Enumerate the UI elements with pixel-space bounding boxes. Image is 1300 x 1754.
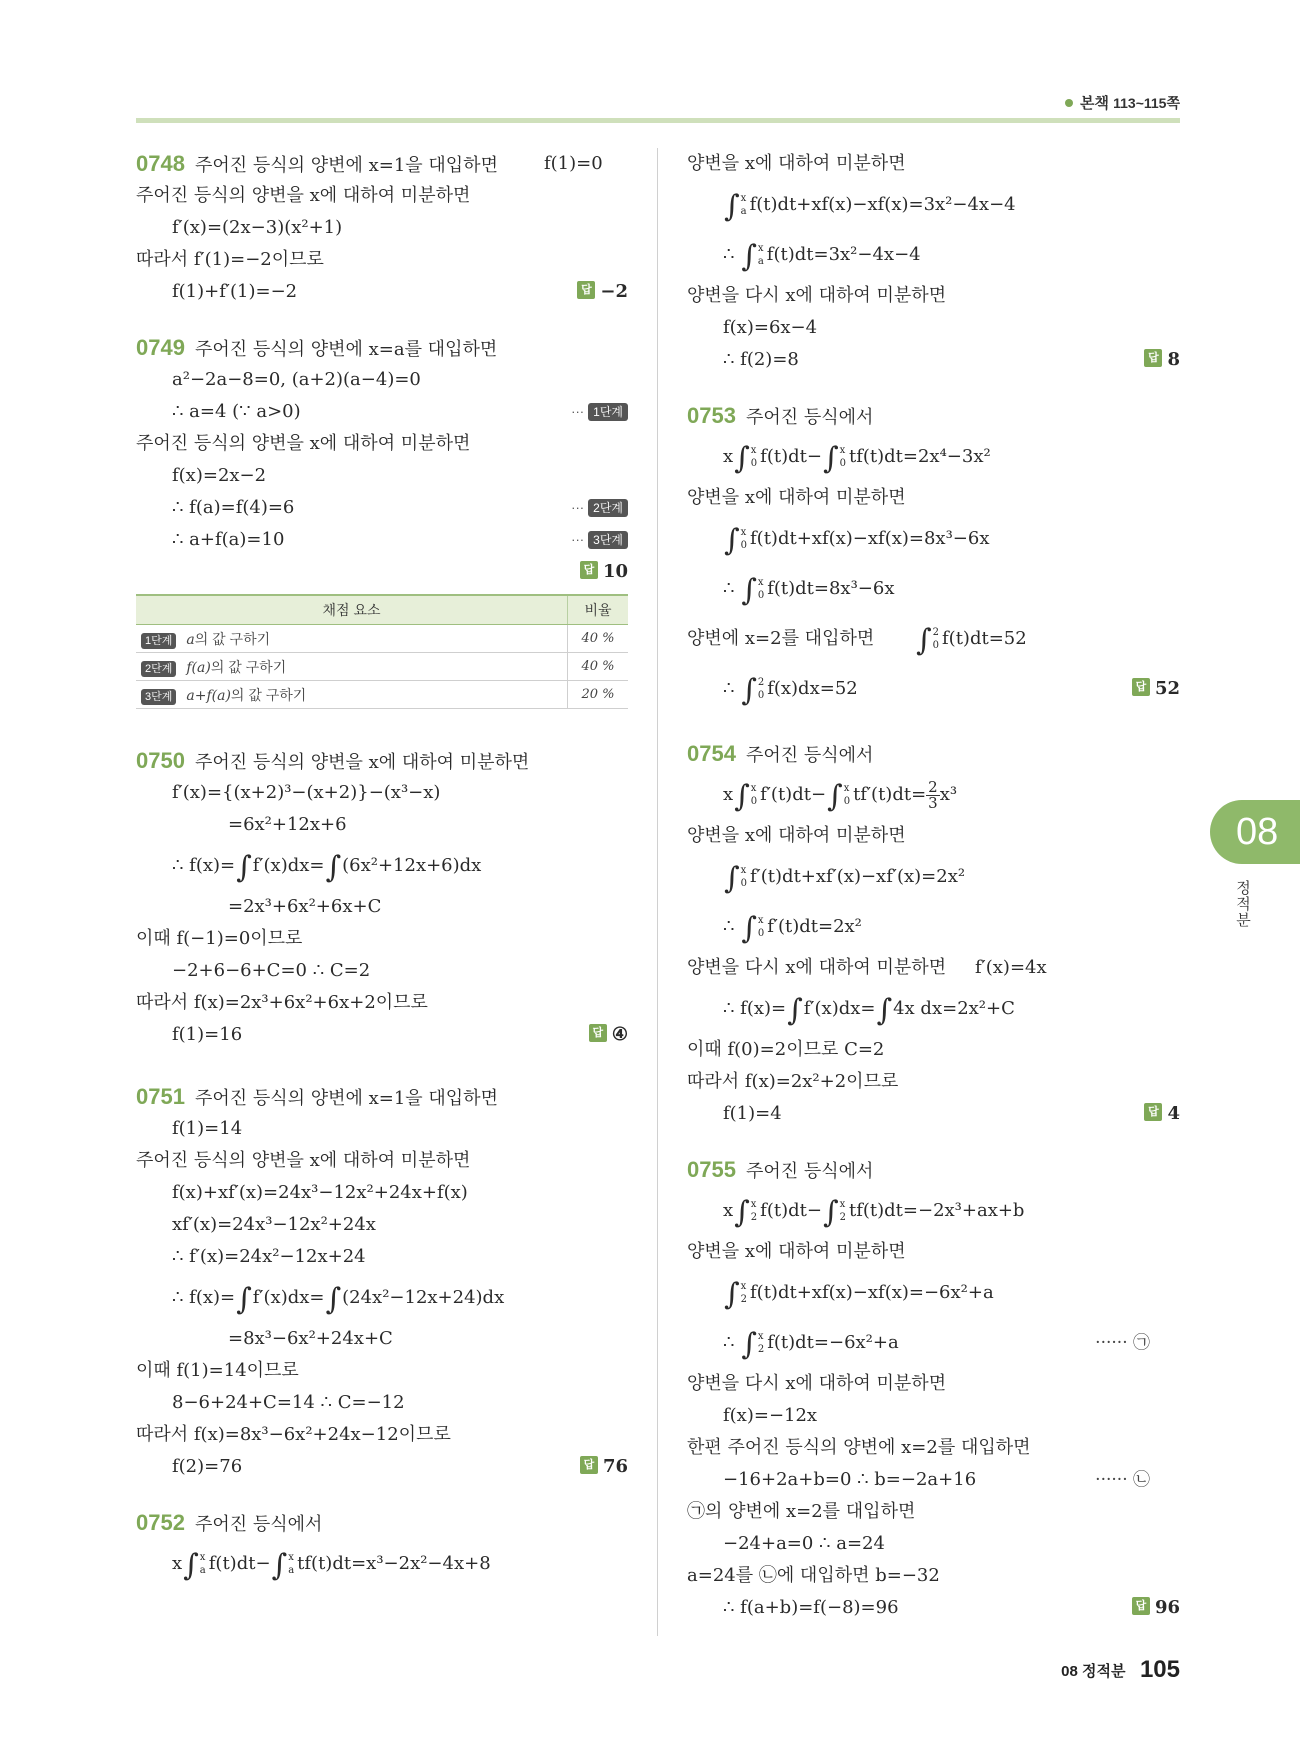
scoring-table [136, 594, 628, 709]
integral-sign-icon: ∫ [236, 850, 252, 885]
scoring-header-ratio: 비율 [568, 595, 629, 625]
integral-sign-icon: ∫ [741, 573, 757, 608]
chapter-tab: 08 [1210, 800, 1300, 864]
answer: 답 10 [580, 556, 628, 588]
solution-0751: 0751 주어진 등식의 양변에 x=1을 대입하면 f(1)=14 주어진 등식의 양변을 x에 대하여 미분하면 f(x)+xf′(x)=24x³−12x²+24x+f(x) xf′(x)=24x³−12x²+24x ∴ f′(x)=24x²−12x+24 ∴ f(x)=∫f′(x)dx=∫(24x²−12x+24)dx =8x³−6x²+24x+C 이때 f(1)=14이므로 8−6+24+C=14 ∴ C=−12 따라서 f(x)=8x³−6x²+24x−12이므로 f(2)=76 답 76 [136, 1081, 628, 1483]
integral-sign-icon: ∫ [741, 911, 757, 946]
column-divider [657, 148, 658, 1636]
step-3-tag: ··· 3단계 [571, 524, 628, 556]
step-1-tag: ··· 1단계 [571, 396, 628, 428]
right-column [687, 148, 1180, 1624]
integral-sign-icon: ∫ [183, 1548, 199, 1583]
problem-number: 0751 [136, 1084, 185, 1109]
answer-mark-icon: 답 [580, 1456, 598, 1474]
table-row: 1단계 a의 값 구하기 40 % [136, 625, 628, 653]
page-number: 105 [1139, 1656, 1180, 1683]
answer: 답 8 [1144, 344, 1180, 376]
answer: 답 76 [580, 1451, 628, 1483]
solution-0754: 0754 주어진 등식에서 x∫ x 0 f′(t)dt−∫ x 0 tf′(t)dt= $\frac{2}{3}$ x³ 양변을 x에 대하여 미분하면 ∫ x 0 f′(t)dt+xf′(x)−xf′(x)=2x² ∴ ∫ x 0 f′(t)dt=2x² 양변을 다시 x에 대하여 미분하면 f′(x)=4x ∴ f(x)=∫f′(x)dx=∫4x dx=2x²+C 이때 f(0)=2이므로 C=2 따라서 f(x)=2x²+2이므로 f(1)=4 답 4 [687, 738, 1180, 1130]
table-row: 3단계 a+f(a)의 값 구하기 20 % [136, 681, 628, 709]
integral-sign-icon: ∫ [741, 1327, 757, 1362]
integral-sign-icon: ∫ [741, 239, 757, 274]
solution-0749: 0749 주어진 등식의 양변에 x=a를 대입하면 a²−2a−8=0, (a+2)(a−4)=0 ∴ a=4 (∵ a>0) ··· 1단계 주어진 등식의 양변을 x에 대하여 미분하면 f(x)=2x−2 ∴ f(a)=f(4)=6 ··· 2단계 ∴ a+f(a)=10 ··· 3단계 답 10 채점 요소 비율 1단계 a의 값 구하기 40 % 2단계 f(a)의 값 구하기 40 % 3단계 a+f(a)의 값 구하기 20 % [136, 332, 628, 709]
fraction: $\frac{2}{3}$ [928, 777, 938, 812]
problem-number: 0750 [136, 748, 185, 773]
integral-sign-icon: ∫ [916, 623, 932, 658]
integral-sign-icon: ∫ [734, 779, 750, 814]
problem-number: 0754 [687, 741, 736, 766]
textbook-reference: 본책 113~115쪽 [1065, 92, 1180, 113]
integral-sign-icon: ∫ [827, 779, 843, 814]
integral-sign-icon: ∫ [876, 993, 893, 1028]
problem-number: 0749 [136, 335, 185, 360]
chapter-tab-title: 정적분 [1234, 880, 1251, 928]
answer-mark-icon: 답 [577, 281, 595, 299]
equation-label-2: ······ ㉡ [1095, 1470, 1150, 1490]
answer-mark-icon: 답 [580, 561, 598, 579]
solution-0750: 0750 주어진 등식의 양변을 x에 대하여 미분하면 f′(x)={(x+2)³−(x+2)}−(x³−x) =6x²+12x+6 ∴ f(x)=∫f′(x)dx=∫(6x²+12x+6)dx =2x³+6x²+6x+C 이때 f(−1)=0이므로 −2+6−6+C=0 ∴ C=2 따라서 f(x)=2x³+6x²+6x+2이므로 f(1)=16 답 ④ [136, 745, 628, 1051]
solution-0753: 0753 주어진 등식에서 x∫ x 0 f(t)dt−∫ x 0 tf(t)dt=2x⁴−3x² 양변을 x에 대하여 미분하면 ∫ x 0 f(t)dt+xf(x)−xf(x)=8x³−6x ∴ ∫ x 0 f(t)dt=8x³−6x 양변에 x=2를 대입하면 ∫ 2 0 f(t)dt=52 ∴ ∫ 2 0 f(x)dx=52 답 52 [687, 400, 1180, 714]
answer-mark-icon: 답 [1144, 1103, 1162, 1121]
page-footer [1061, 1656, 1180, 1684]
solution-0755: 0755 주어진 등식에서 x∫ x 2 f(t)dt−∫ x 2 tf(t)dt=−2x³+ax+b 양변을 x에 대하여 미분하면 ∫ x 2 f(t)dt+xf(x)−xf(x)=−6x²+a ∴ ∫ x 2 f(t)dt=−6x²+a ······ ㉠ 양변을 다시 x에 대하여 미분하면 f(x)=−12x 한편 주어진 등식의 양변에 x=2를 대입하면 −16+2a+b=0 ∴ b=−2a+16 ······ ㉡ ㉠의 양변에 x=2를 대입하면 −24+a=0 ∴ a=24 a=24를 ㉡에 대입하면 b=−32 ∴ f(a+b)=f(−8)=96 답 96 [687, 1154, 1180, 1624]
integral-sign-icon: ∫ [787, 993, 803, 1028]
integral-sign-icon: ∫ [724, 1277, 740, 1312]
integral-sign-icon: ∫ [822, 441, 839, 476]
bullet-dot-icon [1065, 99, 1073, 107]
page-range: 113~115쪽 [1113, 95, 1180, 111]
solution-0752: 0752 주어진 등식에서 x∫ x a f(t)dt−∫ x a tf(t)dt=x³−2x²−4x+8 [136, 1510, 491, 1583]
answer: 답 4 [1144, 1098, 1180, 1130]
solution-0752-continued: 양변을 x에 대하여 미분하면 ∫ x a f(t)dt+xf(x)−xf(x)=3x²−4x−4 ∴ ∫ x a f(t)dt=3x²−4x−4 양변을 다시 x에 대하여 미분하면 f(x)=6x−4 ∴ f(2)=8 답 8 [687, 148, 1180, 376]
integral-sign-icon: ∫ [734, 1195, 750, 1230]
integral-sign-icon: ∫ [822, 1195, 839, 1230]
problem-number: 0753 [687, 403, 736, 428]
problem-number: 0752 [136, 1510, 185, 1535]
answer: 답 96 [1132, 1592, 1180, 1624]
integral-sign-icon: ∫ [325, 850, 342, 885]
answer-mark-icon: 답 [1132, 678, 1150, 696]
problem-number: 0755 [687, 1157, 736, 1182]
integral-sign-icon: ∫ [741, 673, 757, 708]
step-2-tag: ··· 2단계 [571, 492, 628, 524]
answer: 답 ④ [589, 1019, 628, 1051]
answer: 답 −2 [577, 276, 628, 308]
integral-sign-icon: ∫ [724, 189, 740, 224]
solution-0748: 0748 주어진 등식의 양변에 x=1을 대입하면 f(1)=0 주어진 등식의 양변을 x에 대하여 미분하면 f′(x)=(2x−3)(x²+1) 따라서 f′(1)=−2이므로 f(1)+f′(1)=−2 답 −2 [136, 148, 628, 308]
integral-sign-icon: ∫ [236, 1282, 252, 1317]
answer-mark-icon: 답 [1144, 349, 1162, 367]
problem-number: 0748 [136, 151, 185, 176]
answer: 답 52 [1132, 664, 1180, 714]
integral-sign-icon: ∫ [734, 441, 750, 476]
answer-mark-icon: 답 [1132, 1597, 1150, 1615]
integral-sign-icon: ∫ [724, 523, 740, 558]
answer-mark-icon: 답 [589, 1024, 607, 1042]
equation-label-1: ······ ㉠ [1095, 1333, 1150, 1353]
left-column [136, 148, 628, 1589]
table-row: 2단계 f(a)의 값 구하기 40 % [136, 653, 628, 681]
scoring-header-item: 채점 요소 [136, 595, 568, 625]
integral-sign-icon: ∫ [724, 861, 740, 896]
integral-sign-icon: ∫ [325, 1282, 342, 1317]
integral-sign-icon: ∫ [271, 1548, 288, 1583]
footer-chapter: 08 정적분 [1061, 1662, 1126, 1680]
header-rule [136, 118, 1180, 123]
